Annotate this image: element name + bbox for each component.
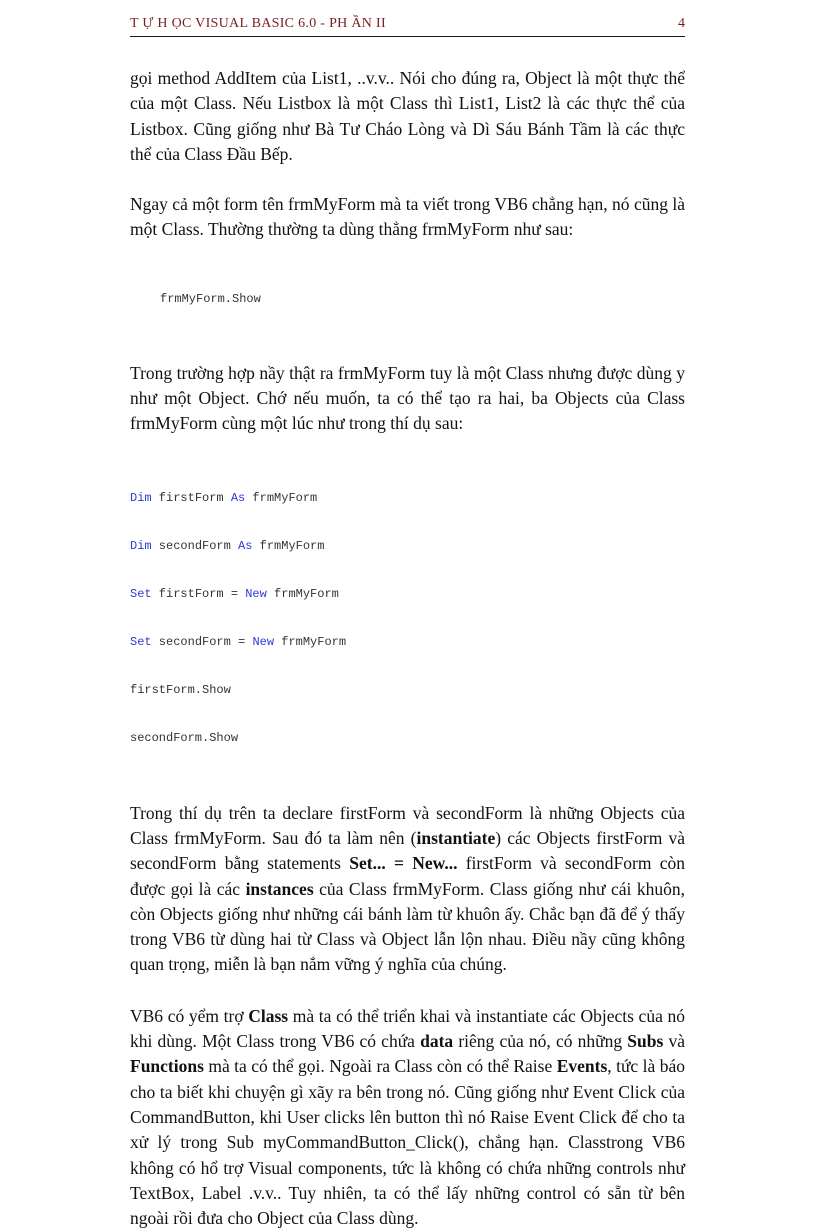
code-text: firstForm = <box>151 586 246 601</box>
paragraph-4 <box>130 801 685 978</box>
text-run: mà ta có thể triển khai và instantiate các Objects của nó khi dùng. Một Class trong VB6 có chứa <box>130 1005 685 1052</box>
code-keyword: As <box>238 538 253 553</box>
bold-term: Events <box>556 1056 608 1077</box>
text-run: mà ta có thể gọi. Ngoài ra Class còn có thể Raise <box>203 1056 557 1077</box>
code-text: frmMyForm <box>274 634 347 649</box>
text-run: ) các Objects firstForm và secondForm bằng statements <box>130 827 686 874</box>
bold-term: instantiate <box>416 827 496 848</box>
text-run: Trong thí dụ trên ta declare firstForm và secondForm là những Objects của Class frmMyForm. Sau đó ta làm nên ( <box>130 802 685 848</box>
page-content <box>130 66 685 1231</box>
code-keyword: Set <box>130 634 152 649</box>
code-text: secondForm <box>151 538 239 553</box>
code-text: frmMyForm <box>252 538 325 553</box>
code-line: firstForm.Show <box>130 682 231 697</box>
text-run: VB6 có yểm trợ <box>130 1005 249 1026</box>
text-run: riêng của nó, có những <box>453 1031 628 1052</box>
text-run: và <box>663 1031 685 1052</box>
code-line: secondForm.Show <box>130 730 239 745</box>
text-run: của Class frmMyForm. Class giống như cái khuôn, còn Objects giống như những cái bánh làm từ khuôn ấy. Chắc bạn đã để ý thấy trong VB6 từ dùng hai từ Class và Object lẫn lộn nhau. Điều nầy cũng không quan trọng, miễn là bạn nắm vững ý nghĩa của chúng. <box>130 878 685 975</box>
code-block-2 <box>130 458 685 778</box>
page-header <box>130 12 685 37</box>
code-text: secondForm = <box>151 634 253 649</box>
code-keyword: As <box>230 490 246 505</box>
text-run: firstForm và secondForm còn được gọi là các <box>130 853 685 899</box>
code-keyword: New <box>245 586 267 601</box>
code-text: frmMyForm <box>266 586 339 601</box>
paragraph-5 <box>130 1004 685 1231</box>
text-run: , tức là báo cho ta biết khi chuyện gì xãy ra bên trong nó. Cũng giống như Event Click của CommandButton, khi User clicks lên button thì nó Raise Event Click để cho ta xử lý trong Sub myCommandButton_Click(), chẳng hạn. Classtrong VB6 không có hổ trợ Visual components, tức là không có chứa những controls như TextBox, Label .v.v.. Tuy nhiên, ta có thể lấy những control có sẵn từ bên ngoài rồi đưa cho Object của Class dùng. <box>130 1056 685 1229</box>
paragraph-1: gọi method AddItem của List1, ..v.v.. Nói cho đúng ra, Object là một thực thể của một Class. Nếu Listbox là một Class thì List1, List2 là các thực thể của Listbox. Cũng giống như Bà Tư Cháo Lòng và Dì Sáu Bánh Tầm là các thực thể của Class Đầu Bếp. <box>130 68 685 164</box>
code-block-1 <box>130 259 685 339</box>
code-line <box>130 490 685 506</box>
code-line <box>130 586 685 602</box>
bold-term: instances <box>245 878 314 899</box>
code-keyword: Dim <box>130 538 152 553</box>
bold-term: data <box>420 1031 454 1052</box>
page-number: 4 <box>678 16 685 31</box>
code-keyword: Set <box>130 586 152 601</box>
bold-term: Subs <box>627 1031 664 1052</box>
bold-term: Class <box>248 1005 289 1026</box>
code-line: frmMyForm.Show <box>160 291 261 306</box>
code-keyword: New <box>252 634 275 649</box>
code-line <box>130 538 685 554</box>
code-text: frmMyForm <box>245 490 318 505</box>
code-line <box>130 634 685 650</box>
bold-term: Set... = New... <box>349 853 458 874</box>
paragraph-3: Trong trường hợp nầy thật ra frmMyForm tuy là một Class nhưng được dùng y như một Object. Chớ nếu muốn, ta có thể tạo ra hai, ba Objects của Class frmMyForm cùng một lúc như trong thí dụ sau: <box>130 362 685 434</box>
bold-term: Functions <box>130 1056 204 1077</box>
header-title: T Ự H ỌC VISUAL BASIC 6.0 - PH ẦN II <box>130 16 386 31</box>
code-keyword: Dim <box>130 490 152 505</box>
code-text: firstForm <box>151 490 231 505</box>
paragraph-2: Ngay cả một form tên frmMyForm mà ta viết trong VB6 chẳng hạn, nó cũng là một Class. Thường thường ta dùng thẳng frmMyForm như sau: <box>130 194 685 240</box>
